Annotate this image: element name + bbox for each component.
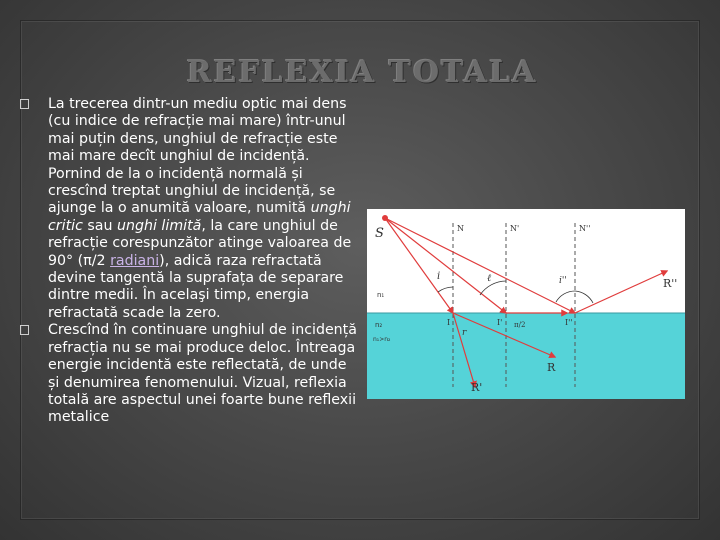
label-angle-l: ℓ [487,273,492,284]
bullet-item [20,96,360,322]
bullet-icon [20,99,29,109]
label-point-I2: I'' [565,318,573,327]
bullet-text: Crescînd în continuare unghiul de incidență refracția nu se mai produce deloc. Întreaga energie incidentă este reflectată, de unde și denumirea fenomenului. Vizual, reflexia totală are aspectul unei foarte bune reflexii metalice [48,322,357,426]
bullet-list [20,96,360,427]
bullet-text: ), adică raza refractată devine tangentă la suprafața de separare dintre medii. În acelaşi timp, energia refractată scade la zero. [48,252,344,321]
label-normal-2: N' [510,224,520,233]
label-point-I: I [447,318,451,327]
top-medium [367,209,685,313]
label-angle-i: i [437,271,441,282]
bullet-icon [20,325,29,335]
label-point-I1: I' [497,318,503,327]
label-angle-i2: i'' [559,276,567,286]
bullet-text: , la care unghiul de refracție corespunzător atinge valoarea de 90° (π/2 [48,217,352,269]
bullet-text: sau [82,217,117,234]
label-medium-top: n₁ [377,291,385,299]
total-reflection-diagram [367,209,685,399]
radiani-link[interactable]: radiani [110,252,160,269]
term-critical-angle: unghi critic [48,200,351,234]
label-ray-R: R [547,361,556,374]
bottom-medium [367,313,685,399]
label-ray-R2: R'' [663,277,678,290]
label-angle-r: r [462,328,467,338]
slide-title: REFLEXIA TOTALA [186,55,538,90]
diagram-svg [367,209,685,399]
label-normal-1: N [457,224,464,233]
term-limit-angle: unghi limită [117,217,202,234]
bullet-text: La trecerea dintr-un mediu optic mai dens (cu indice de refracție mai mare) într-unul mai puțin dens, unghiul de refracție este mai mare decît unghiul de incidență. Pornind de la o incidență normală și crescînd treptat unghiul de incidență, se ajunge la o anumită valoare, numită [48,96,347,217]
label-medium-bottom: n₂ [375,321,383,329]
label-ray-R1: R' [471,381,483,394]
label-angle-pi2: π/2 [514,321,526,329]
bullet-item [20,322,360,426]
label-relation: n₁>n₂ [373,336,391,343]
label-source: S [375,226,384,241]
label-normal-3: N'' [579,224,591,233]
